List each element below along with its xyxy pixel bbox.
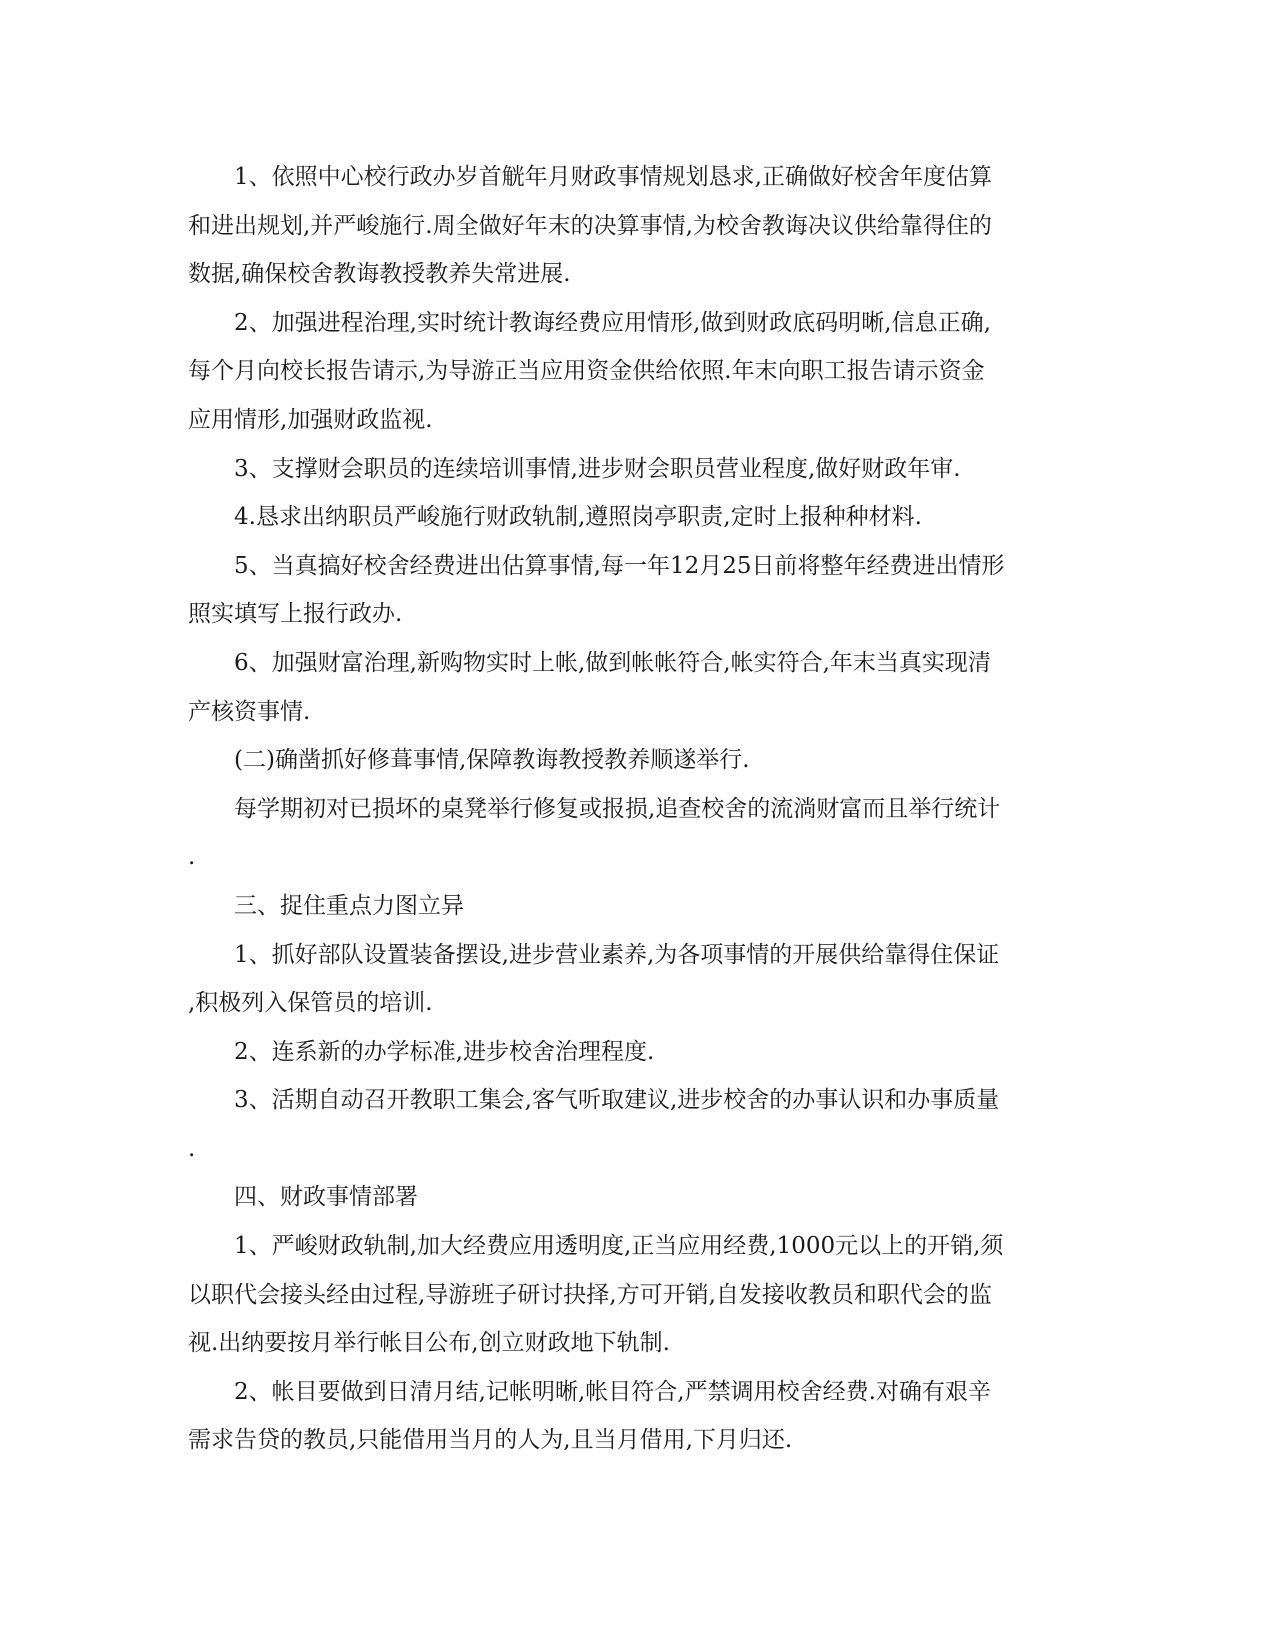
paragraph-repairs [188, 785, 1078, 882]
paragraph-school-standards [188, 1028, 1078, 1077]
paragraph-annual-budget [188, 542, 1078, 639]
text-line: 1、严峻财政轨制,加大经费应用透明度,正当应用经费,1000元以上的开销,须 [234, 1233, 1004, 1260]
section-heading-finance-plan [188, 1173, 1078, 1222]
text-line: 照实填写上报行政办. [188, 601, 403, 628]
text-line: 以职代会接头经由过程,导游班子研讨抉择,方可开销,自发接收教员和职代会的监 [188, 1281, 992, 1308]
section-heading-repairs [188, 736, 1078, 785]
text-line: 1、依照中心校行政办岁首觥年月财政事情规划恳求,正确做好校舍年度估算 [234, 164, 992, 190]
text-line: 3、活期自动召开教职工集会,客气听取建议,进步校舍的办事认识和办事质量 [234, 1087, 1000, 1114]
document-body [188, 153, 1078, 1465]
paragraph-staff-training [188, 445, 1078, 494]
text-line: 视.出纳要按月举行帐目公布,创立财政地下轨制. [188, 1330, 670, 1357]
text-line: 2、加强进程治理,实时统计教诲经费应用情形,做到财政底码明晰,信息正确, [234, 309, 991, 336]
text-line: 6、加强财富治理,新购物实时上帐,做到帐帐符合,帐实符合,年末当真实现清 [234, 649, 991, 676]
text-line: 和进出规划,并严峻施行.周全做好年末的决算事情,为校舍教诲决议供给靠得住的 [188, 212, 992, 239]
section-heading-innovation [188, 882, 1078, 931]
text-line: . [188, 1135, 196, 1162]
text-line: . [188, 844, 196, 871]
text-line: 每个月向校长报告请示,为导游正当应用资金供给依照.年末向职工报告请示资金 [188, 358, 985, 385]
paragraph-accounts [188, 1368, 1078, 1465]
paragraph-team-building [188, 931, 1078, 1028]
paragraph-process-management [188, 299, 1078, 445]
text-line: 每学期初对已损坏的桌凳举行修复或报损,追查校舍的流淌财富而且举行统计 [234, 795, 1001, 822]
paragraph-asset-management [188, 639, 1078, 736]
text-line: 三、捉住重点力图立异 [234, 892, 464, 919]
text-line: 应用情形,加强财政监视. [188, 406, 433, 433]
text-line: 1、抓好部队设置装备摆设,进步营业素养,为各项事情的开展供给靠得住保证 [234, 941, 1000, 968]
text-line: 数据,确保校舍教诲教授教养失常进展. [188, 261, 571, 288]
text-line: 产核资事情. [188, 698, 311, 725]
text-line: (二)确凿抓好修葺事情,保障教诲教授教养顺遂举行. [234, 747, 750, 774]
paragraph-staff-meetings [188, 1076, 1078, 1173]
text-line: 2、帐目要做到日清月结,记帐明晰,帐目符合,严禁调用校舍经费.对确有艰辛 [234, 1378, 991, 1405]
paragraph-budget-planning [188, 153, 1078, 299]
text-line: 4.恳求出纳职员严峻施行财政轨制,遵照岗亭职责,定时上报种种材料. [234, 504, 922, 531]
paragraph-financial-rules [188, 1222, 1078, 1368]
text-line: 需求告贷的教员,只能借用当月的人为,且当月借用,下月归还. [188, 1427, 793, 1454]
paragraph-cashier-rules [188, 493, 1078, 542]
text-line: 3、支撑财会职员的连续培训事情,进步财会职员营业程度,做好财政年审. [234, 455, 961, 482]
text-line: 四、财政事情部署 [234, 1184, 418, 1211]
text-line: 2、连系新的办学标准,进步校舍治理程度. [234, 1038, 655, 1065]
text-line: ,积极列入保管员的培训. [188, 990, 433, 1017]
text-line: 5、当真搞好校舍经费进出估算事情,每一年12月25日前将整年经费进出情形 [234, 552, 1005, 579]
